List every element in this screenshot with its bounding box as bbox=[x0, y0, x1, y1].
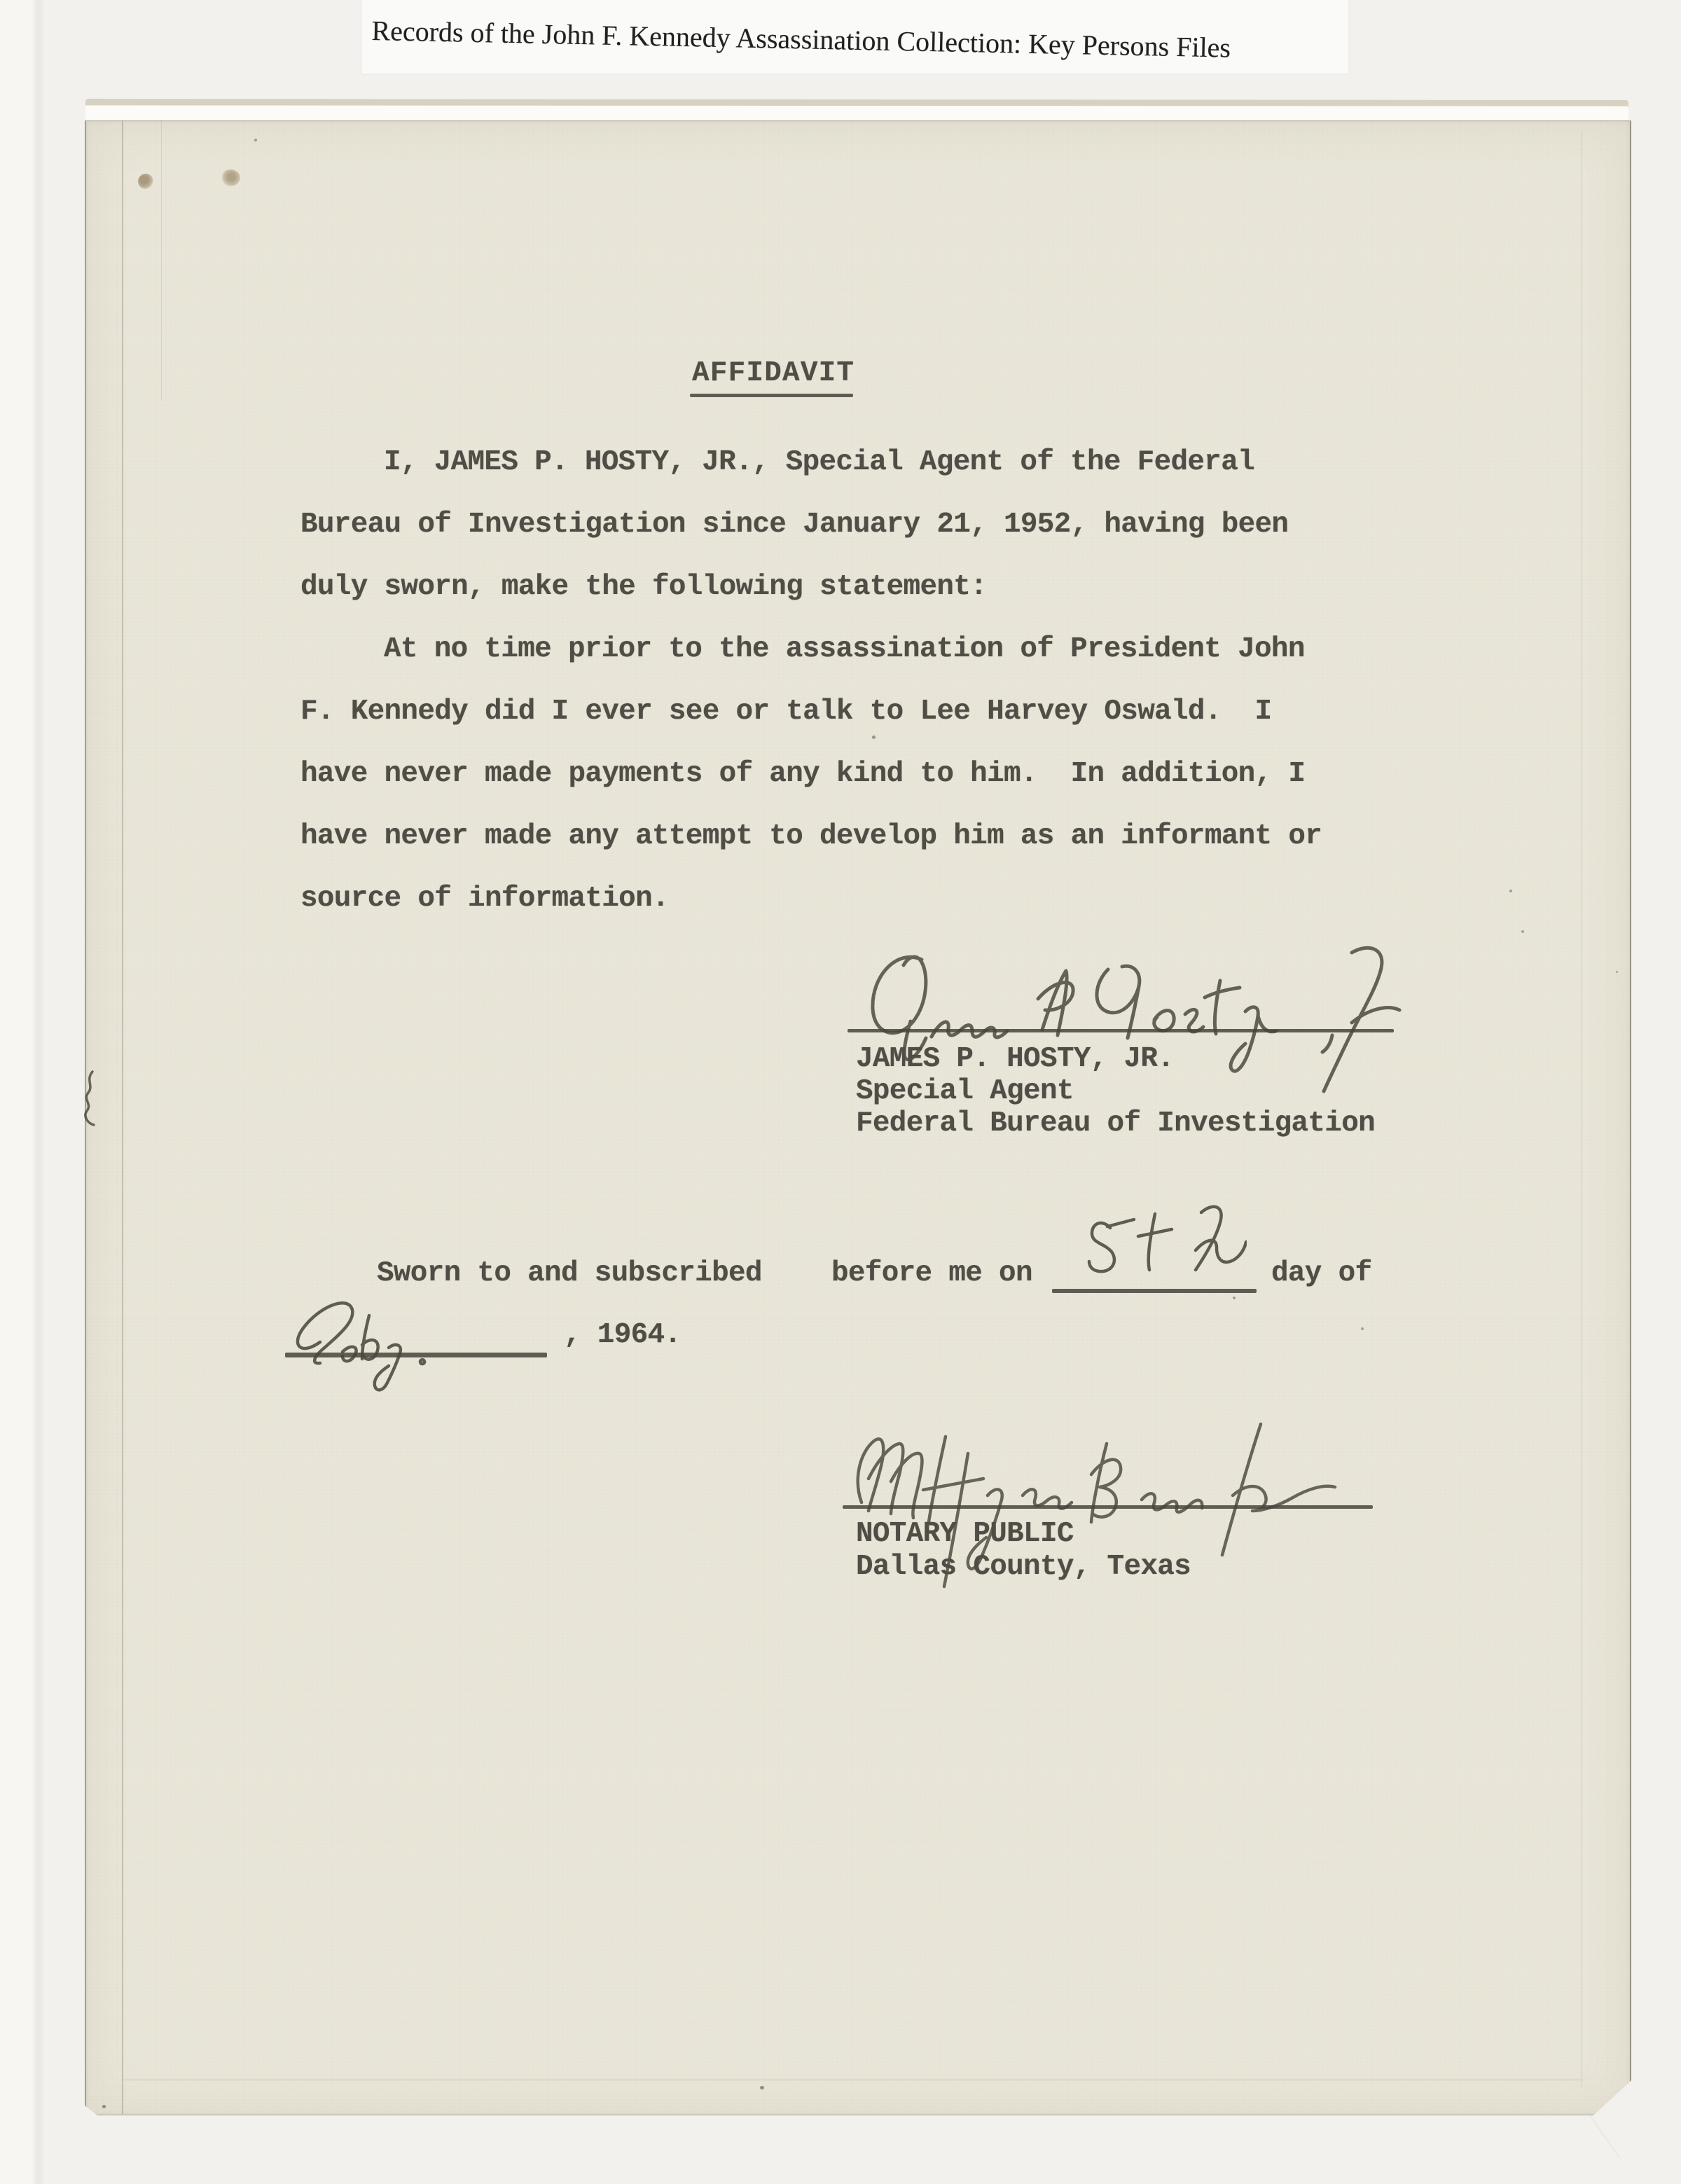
paper-smudge bbox=[138, 174, 153, 189]
paper-speck bbox=[1521, 930, 1524, 933]
sworn-statement-text-right: day of bbox=[1271, 1257, 1372, 1290]
agent-signature-line bbox=[848, 1029, 1394, 1032]
paper-speck bbox=[760, 2086, 764, 2089]
day-blank-line bbox=[1052, 1289, 1257, 1293]
paper-speck bbox=[872, 735, 876, 739]
agent-typed-name: JAMES P. HOSTY, JR. bbox=[856, 1043, 1175, 1075]
body-line: duly sworn, make the following statement: bbox=[300, 571, 988, 603]
paper-fold-line bbox=[122, 120, 123, 2114]
paper-fold-line-faint bbox=[161, 120, 162, 401]
body-line: have never made any attempt to develop him as an informant or bbox=[300, 820, 1322, 852]
body-line: F. Kennedy did I ever see or talk to Lee Harvey Oswald. I bbox=[300, 696, 1272, 728]
document-title: AFFIDAVIT bbox=[692, 357, 855, 389]
body-line: have never made payments of any kind to him. In addition, I bbox=[300, 758, 1306, 790]
agent-typed-org: Federal Bureau of Investigation bbox=[856, 1107, 1376, 1140]
archive-header-title: Records of the John F. Kennedy Assassination Collection: Key Persons Files bbox=[371, 15, 1231, 64]
notary-typed-title: NOTARY PUBLIC bbox=[856, 1518, 1074, 1550]
notary-typed-location: Dallas County, Texas bbox=[856, 1551, 1191, 1583]
body-line: I, JAMES P. HOSTY, JR., Special Agent of the Federal bbox=[384, 446, 1255, 478]
paper-speck bbox=[254, 139, 257, 141]
agent-typed-title: Special Agent bbox=[856, 1075, 1074, 1107]
handwritten-month bbox=[284, 1287, 462, 1392]
notary-signature-line bbox=[843, 1505, 1373, 1509]
paper-speck bbox=[1616, 971, 1618, 973]
sworn-statement-text-mid: before me on bbox=[831, 1257, 1032, 1290]
paper-speck bbox=[102, 2105, 106, 2108]
paper-speck bbox=[1233, 1297, 1236, 1299]
paper-speck bbox=[1361, 1327, 1364, 1330]
paper-speck bbox=[1509, 890, 1512, 892]
body-line: Bureau of Investigation since January 21, 1952, having been bbox=[300, 509, 1289, 541]
edge-ink-squiggle bbox=[81, 1069, 102, 1128]
paper-smudge bbox=[221, 170, 240, 186]
sworn-statement-text-left: Sworn to and subscribed bbox=[377, 1257, 762, 1290]
title-underline bbox=[690, 394, 853, 397]
body-line: source of information. bbox=[300, 883, 669, 915]
scanner-left-band bbox=[0, 0, 50, 2184]
handwritten-day bbox=[1082, 1201, 1247, 1289]
month-blank-line bbox=[285, 1353, 547, 1357]
paper-edge-highlight bbox=[85, 105, 1628, 121]
archive-header-banner bbox=[362, 0, 1348, 74]
body-line: At no time prior to the assassination of President John bbox=[384, 633, 1305, 665]
year-text: , 1964. bbox=[564, 1319, 682, 1351]
